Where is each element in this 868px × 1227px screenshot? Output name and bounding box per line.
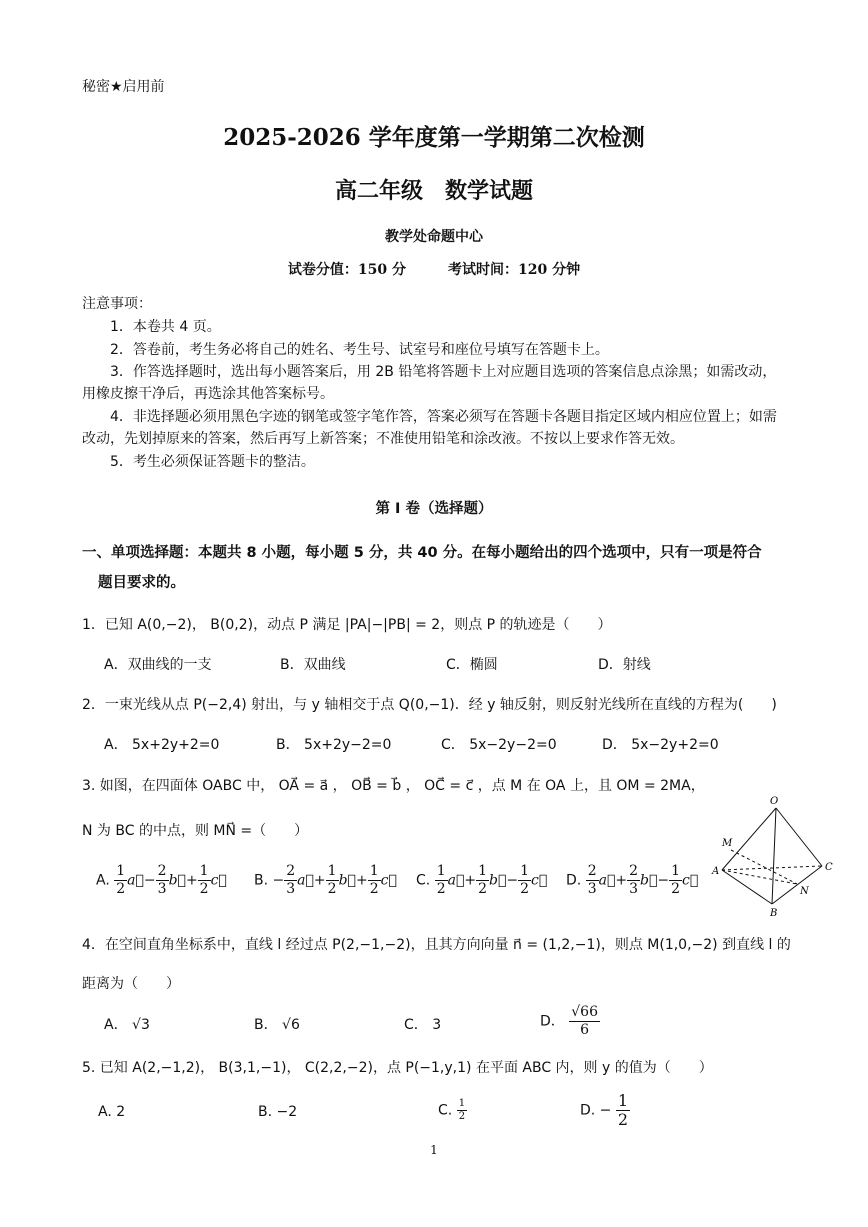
fraction-numerator: 1	[520, 863, 530, 879]
q1-option-d: D．射线	[598, 657, 651, 673]
q2-option-c: C． 5x−2y−2=0	[441, 737, 557, 753]
fraction-numerator: 1	[478, 863, 488, 879]
fraction-denominator: 2	[671, 881, 681, 897]
fraction-numerator: 1	[199, 863, 209, 879]
q3-option-b	[254, 863, 397, 898]
question-1: 1．已知 A(0,−2)， B(0,2)，动点 P 满足 |PA|−|PB| = 2，则点 P 的轨迹是（ ）	[82, 617, 612, 633]
note-item: 4．非选择题必须用黑色字迹的钢笔或签字笔作答，答案必须写在答题卡各题目指定区域内相应位置上；如需改动，先划掉原来的答案，然后再写上新答案；不准使用铅笔和涂改液。不按以上要求作答无效。	[82, 409, 777, 447]
coefficient-fraction	[284, 863, 297, 898]
q5-option-d	[580, 1092, 630, 1129]
label-o: O	[770, 796, 779, 807]
vector-symbol: a⃗	[127, 872, 144, 889]
vector-symbol: c⃗	[531, 872, 548, 889]
section-heading: 一、单项选择题：本题共 8 小题，每小题 5 分，共 40 分。在每小题给出的四个选项中，只有一项是符合	[82, 545, 762, 561]
q2-option-a: A． 5x+2y+2=0	[104, 737, 220, 753]
question-5: 5. 已知 A(2,−1,2)， B(3,1,−1)， C(2,2,−2)，点 P(−1,y,1) 在平面 ABC 内，则 y 的值为（ ）	[82, 1060, 713, 1076]
label-n: N	[800, 886, 809, 897]
q5-option-a: A. 2	[98, 1104, 126, 1120]
operator: −	[506, 872, 519, 889]
coefficient-fraction	[368, 863, 381, 898]
coefficient-fraction	[114, 863, 127, 898]
question-4: 4．在空间直角坐标系中，直线 l 经过点 P(2,−1,−2)，且其方向向量 n⃗ = (1,2,−1)，则点 M(1,0,−2) 到直线 l 的	[82, 937, 791, 953]
fraction-denominator: 3	[157, 881, 167, 897]
q5-option-c	[438, 1098, 467, 1123]
option-label: C.	[416, 872, 435, 889]
fraction-denominator: 6	[580, 1022, 590, 1038]
vector-symbol: a⃗	[447, 872, 465, 889]
operator: +	[185, 872, 198, 889]
q3-option-d	[566, 863, 698, 898]
fraction-numerator: 2	[286, 863, 296, 879]
fraction-denominator: 3	[587, 881, 597, 897]
vector-symbol: a⃗	[297, 872, 314, 889]
coefficient-fraction	[627, 863, 640, 898]
coefficient-fraction	[198, 863, 211, 898]
q4-option-b: B． √6	[254, 1017, 300, 1033]
fraction-denominator: 3	[629, 881, 639, 897]
coefficient-fraction	[156, 863, 169, 898]
question-4-cont: 距离为（ ）	[82, 976, 180, 992]
q4-option-c: C． 3	[404, 1017, 442, 1033]
fraction-numerator: 1	[327, 863, 337, 879]
part-title: 第 I 卷（选择题）	[375, 501, 493, 517]
label-m: M	[722, 838, 733, 849]
vector-symbol: b⃗	[489, 872, 507, 889]
operator: +	[313, 872, 326, 889]
coefficient-fraction	[435, 863, 448, 898]
fraction-numerator: 1	[617, 1091, 629, 1110]
fraction-numerator: 2	[629, 863, 639, 879]
page-number: 1	[430, 1143, 438, 1157]
operator: −	[143, 872, 156, 889]
label-a: A	[712, 866, 720, 877]
q5-option-b: B. −2	[258, 1104, 298, 1120]
fraction-denominator: 3	[286, 881, 296, 897]
notes-heading: 注意事项：	[82, 296, 152, 312]
question-3: 3. 如图，在四面体 OABC 中， OA⃗ = a⃗ ， OB⃗ = b⃗ ， OC⃗ = c⃗ ，点 M 在 OA 上，且 OM = 2MA，	[82, 778, 705, 794]
coefficient-fraction	[669, 863, 682, 898]
q2-option-d: D． 5x−2y+2=0	[602, 737, 719, 753]
fraction-numerator: 1	[369, 863, 379, 879]
q4-option-d-label: D．	[540, 1013, 565, 1030]
question-2: 2．一束光线从点 P(−2,4) 射出，与 y 轴相交于点 Q(0,−1)．经 y 轴反射，则反射光线所在直线的方程为( )	[82, 697, 777, 713]
fraction-denominator: 2	[369, 881, 379, 897]
fraction-denominator: 2	[617, 1110, 629, 1129]
fraction-denominator: 2	[327, 881, 337, 897]
q3-option-a	[96, 863, 227, 898]
option-label: D.	[566, 872, 586, 889]
fraction-numerator: 1	[458, 1098, 466, 1109]
coefficient-fraction	[586, 863, 599, 898]
vector-symbol: c⃗	[210, 872, 227, 889]
score-time: 试卷分值：150 分 考试时间：120 分钟	[287, 262, 581, 278]
fraction-numerator: 1	[436, 863, 446, 879]
note-item: 1．本卷共 4 页。	[110, 319, 221, 335]
operator: −	[272, 872, 285, 889]
issuer: 教学处命题中心	[385, 229, 483, 245]
q3-option-c	[416, 863, 547, 898]
question-3-cont: N 为 BC 的中点，则 MN⃗ =（ ）	[82, 823, 309, 839]
q4-option-a: A． √3	[104, 1017, 150, 1033]
fraction-denominator: 2	[116, 881, 126, 897]
confidential-mark: 秘密★启用前	[82, 79, 165, 95]
fraction-numerator: 1	[671, 863, 681, 879]
option-label: B.	[254, 872, 273, 889]
q4-option-d-fraction	[569, 1004, 600, 1039]
operator: +	[615, 872, 628, 889]
coefficient-fraction	[326, 863, 339, 898]
option-label: A.	[96, 872, 115, 889]
fraction-numerator: 2	[157, 863, 167, 879]
q1-option-b: B．双曲线	[280, 657, 346, 673]
fraction-denominator: 2	[199, 881, 209, 897]
operator: −	[657, 872, 670, 889]
vector-symbol: b⃗	[168, 872, 186, 889]
fraction-denominator: 2	[458, 1111, 466, 1122]
operator: +	[355, 872, 368, 889]
q1-option-c: C．椭圆	[446, 657, 498, 673]
q5-option-c-fraction	[457, 1098, 467, 1123]
vector-symbol: c⃗	[380, 872, 397, 889]
coefficient-fraction	[518, 863, 531, 898]
q5-option-d-label: D. −	[580, 1102, 612, 1119]
tetrahedron-figure	[700, 790, 850, 925]
q5-option-d-fraction	[616, 1092, 630, 1129]
fraction-denominator: 2	[436, 881, 446, 897]
note-item: 2．答卷前，考生务必将自己的姓名、考生号、试室号和座位号填写在答题卡上。	[110, 342, 609, 358]
q4-option-d	[540, 1004, 600, 1039]
fraction-numerator: √66	[571, 1004, 598, 1020]
fraction-denominator: 2	[478, 881, 488, 897]
fraction-denominator: 2	[520, 881, 530, 897]
q5-option-c-label: C.	[438, 1102, 453, 1119]
label-b: B	[770, 908, 778, 919]
section-heading-cont: 题目要求的。	[98, 575, 185, 591]
exam-title: 2025-2026 学年度第一学期第二次检测	[223, 124, 645, 151]
vector-symbol: c⃗	[682, 872, 699, 889]
vector-symbol: b⃗	[338, 872, 356, 889]
fraction-numerator: 1	[116, 863, 126, 879]
vector-symbol: a⃗	[598, 872, 616, 889]
vector-symbol: b⃗	[640, 872, 658, 889]
label-c: C	[825, 862, 833, 873]
exam-subtitle: 高二年级 数学试题	[334, 178, 533, 204]
fraction-numerator: 2	[587, 863, 597, 879]
q2-option-b: B． 5x+2y−2=0	[276, 737, 392, 753]
q1-option-a: A．双曲线的一支	[104, 657, 212, 673]
operator: +	[464, 872, 477, 889]
coefficient-fraction	[476, 863, 489, 898]
note-item: 5．考生必须保证答题卡的整洁。	[110, 454, 315, 470]
note-item: 3．作答选择题时，选出每小题答案后，用 2B 铅笔将答题卡上对应题目选项的答案信息点涂黑；如需改动，用橡皮擦干净后，再选涂其他答案标号。	[82, 364, 777, 402]
